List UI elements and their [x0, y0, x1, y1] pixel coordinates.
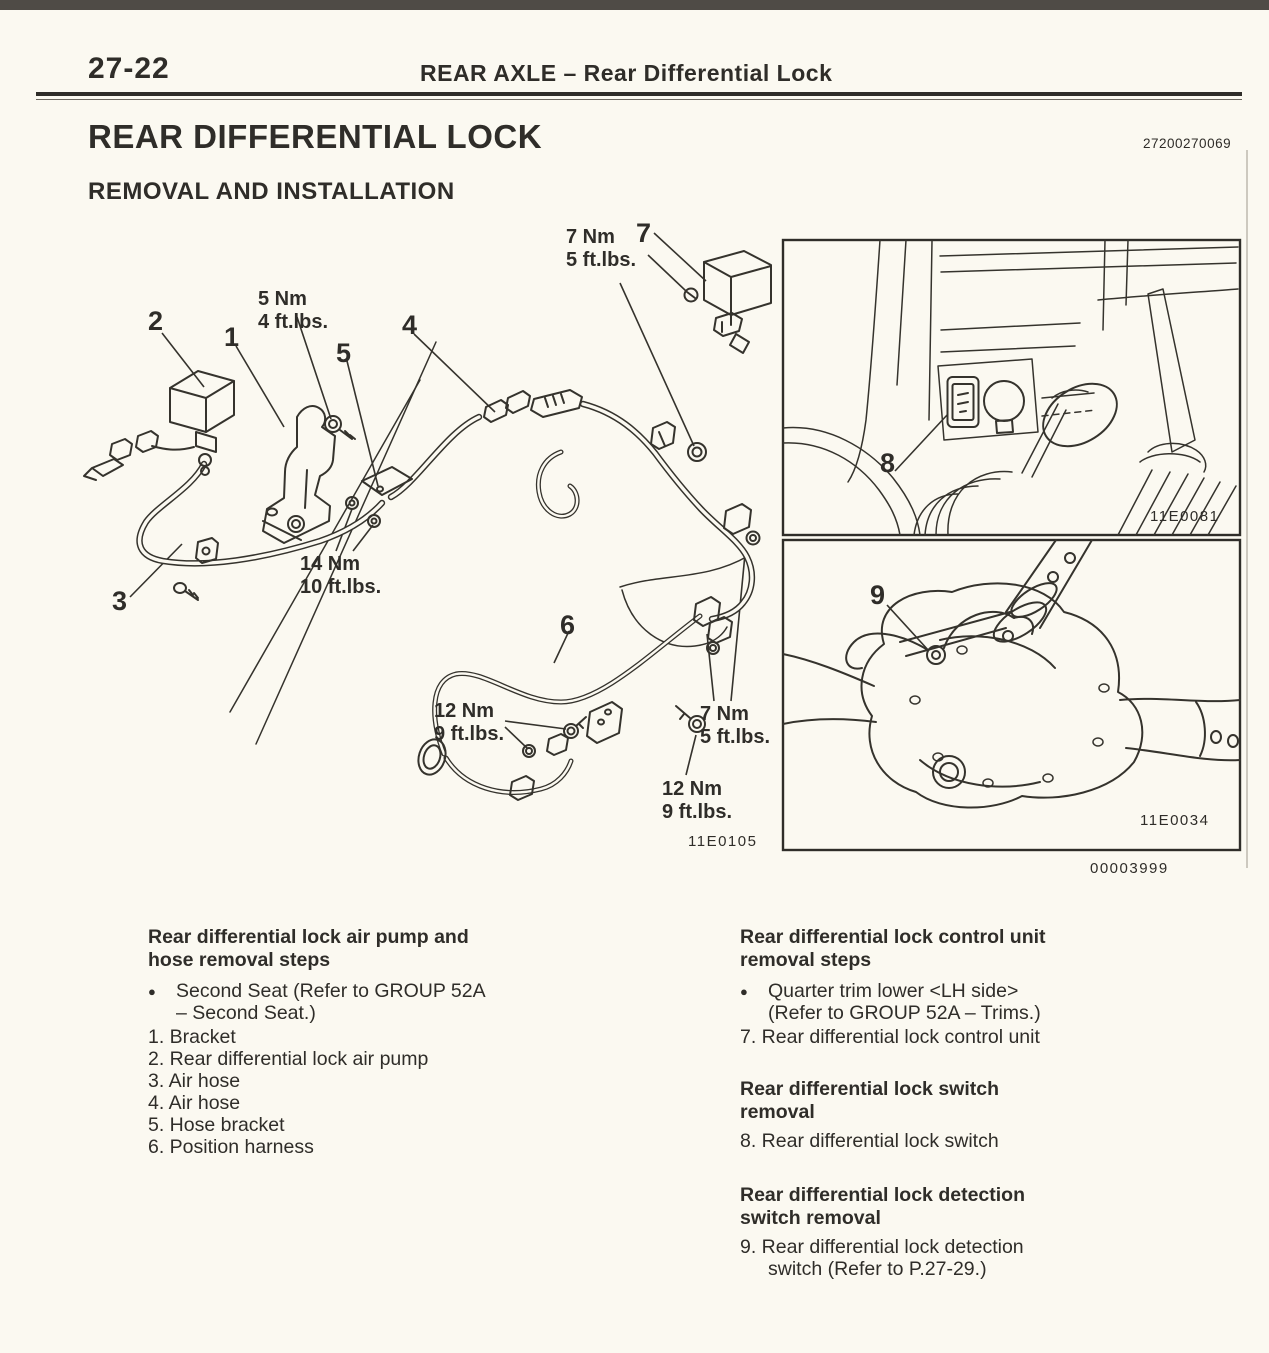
list-item: 3. Air hose — [148, 1070, 241, 1092]
hose-bracket-drawing — [346, 467, 412, 527]
air-pump-section-heading: Rear differential lock air pump and hose removal steps — [148, 926, 469, 971]
torque-label-harness-bottom: 12 Nm 9 ft.lbs. — [662, 778, 733, 823]
callout-3: 3 — [112, 586, 128, 616]
control-unit-drawing — [685, 251, 772, 353]
list-item-continuation: switch (Refer to P.27-29.) — [768, 1258, 987, 1280]
doc-number: 27200270069 — [1143, 136, 1232, 151]
list-item: 7. Rear differential lock control unit — [740, 1026, 1040, 1048]
figure-code-inset-top: 11E0081 — [1150, 508, 1220, 525]
torque-label-hose-bracket: 14 Nm 10 ft.lbs. — [300, 553, 382, 598]
inset-axle — [783, 540, 1240, 850]
callout-8: 8 — [880, 448, 896, 478]
torque-label-air-pump: 5 Nm 4 ft.lbs. — [258, 288, 329, 333]
section-title: REMOVAL AND INSTALLATION — [88, 178, 455, 205]
callout-6: 6 — [560, 610, 576, 640]
torque-label-harness-front: 12 Nm 9 ft.lbs. — [434, 700, 505, 745]
control-unit-bullet-item: Quarter trim lower <LH side> (Refer to GROUP 52A – Trims.) — [768, 980, 1041, 1024]
figure-code-inset-bottom: 11E0034 — [1140, 812, 1210, 829]
bullet-icon: ● — [740, 984, 748, 999]
callout-1: 1 — [224, 322, 240, 352]
list-item: 9. Rear differential lock detection — [740, 1236, 1024, 1258]
callout-9: 9 — [870, 580, 886, 610]
callout-2: 2 — [148, 306, 164, 336]
figure-code-page-footer: 00003999 — [1090, 860, 1169, 877]
air-pump-drawing — [84, 371, 234, 480]
callout-7: 7 — [636, 218, 652, 248]
list-item: 2. Rear differential lock air pump — [148, 1048, 429, 1070]
bullet-icon: ● — [148, 984, 156, 999]
figure-code-main: 11E0105 — [688, 833, 758, 850]
list-item: 1. Bracket — [148, 1026, 236, 1048]
torque-label-control-unit: 7 Nm 5 ft.lbs. — [566, 226, 637, 271]
list-item: 5. Hose bracket — [148, 1114, 285, 1136]
header-title: REAR AXLE – Rear Differential Lock — [420, 60, 833, 86]
page-number: 27-22 — [88, 52, 170, 85]
list-item: 6. Position harness — [148, 1136, 314, 1158]
inset-console — [783, 240, 1240, 535]
control-unit-section-heading: Rear differential lock control unit removal steps — [740, 926, 1046, 971]
shift-knob-icon — [1032, 371, 1128, 459]
hose-connector-drawing — [484, 390, 582, 422]
torque-label-harness-rear: 7 Nm 5 ft.lbs. — [700, 703, 771, 748]
page-title: REAR DIFFERENTIAL LOCK — [88, 118, 543, 155]
callout-5: 5 — [336, 338, 352, 368]
list-item: 8. Rear differential lock switch — [740, 1130, 999, 1152]
lock-switch-section-heading: Rear differential lock switch removal — [740, 1078, 999, 1123]
list-item: 4. Air hose — [148, 1092, 241, 1114]
air-pump-bullet-item: Second Seat (Refer to GROUP 52A – Second Seat.) — [176, 980, 486, 1024]
callout-4: 4 — [402, 310, 418, 340]
detection-switch-section-heading: Rear differential lock detection switch removal — [740, 1184, 1025, 1229]
